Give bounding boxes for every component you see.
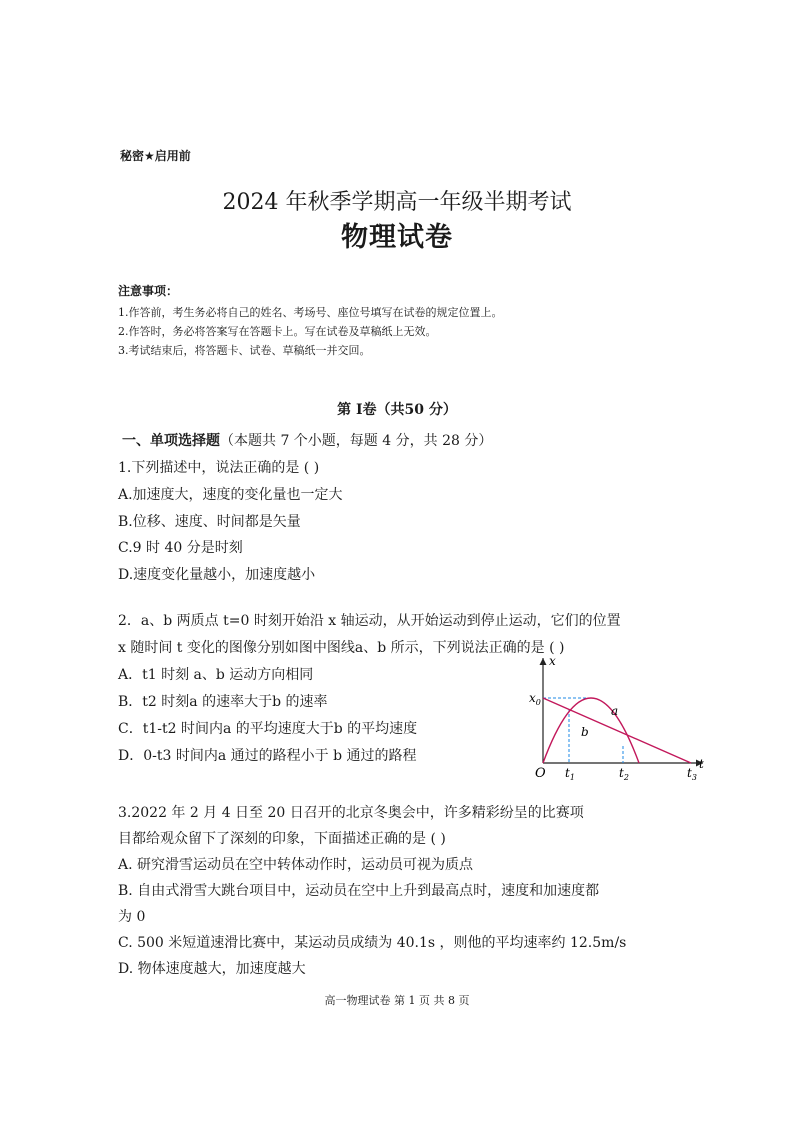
line-b-label: b — [581, 725, 589, 739]
q1-option-a: A.加速度大，速度的变化量也一定大 — [118, 487, 343, 503]
curve-a — [543, 698, 639, 763]
q2-stem-line2: x 随时间 t 变化的图像分别如图中图线a、b 所示，下列说法正确的是 ( ) — [118, 640, 565, 656]
q3-stem-line2: 目都给观众留下了深刻的印象，下面描述正确的是 ( ) — [118, 831, 446, 847]
q3-option-d: D. 物体速度越大，加速度越大 — [118, 961, 306, 977]
q2-option-d: D．0-t3 时间内a 通过的路程小于 b 通过的路程 — [118, 748, 417, 764]
xt-graph — [525, 652, 715, 784]
q2-option-a: A．t1 时刻 a、b 运动方向相同 — [118, 667, 314, 683]
q3-option-c: C. 500 米短道速滑比赛中，某运动员成绩为 40.1s ，则他的平均速率约 12.5m/s — [118, 935, 627, 951]
note-item: 3.考试结束后，将答题卡、试卷、草稿纸一并交回。 — [118, 344, 371, 357]
part-title: 一、单项选择题 — [122, 433, 220, 449]
curve-a-label: a — [611, 704, 619, 718]
secret-label: 秘密★启用前 — [120, 149, 191, 163]
q1-option-b: B.位移、速度、时间都是矢量 — [118, 514, 301, 530]
subject-title: 物理试卷 — [341, 222, 453, 253]
notes-heading: 注意事项： — [118, 284, 179, 298]
q2-option-c: C．t1-t2 时间内a 的平均速度大于b 的平均速度 — [118, 721, 418, 737]
q1-option-d: D.速度变化量越小，加速度越小 — [118, 567, 316, 583]
q3-option-b-cont: 为 0 — [118, 909, 146, 925]
part-desc: （本题共 7 个小题，每题 4 分，共 28 分） — [220, 433, 493, 449]
origin-label: O — [535, 766, 546, 781]
t3-label: $t_3$ — [687, 766, 697, 782]
q1-stem: 1.下列描述中，说法正确的是 ( ) — [118, 460, 320, 476]
t-axis-label: t — [699, 757, 704, 771]
q3-option-b: B. 自由式滑雪大跳台项目中，运动员在空中上升到最高点时，速度和加速度都 — [118, 883, 600, 899]
section-title: 第 Ⅰ卷（共50 分） — [337, 402, 457, 418]
q3-stem-line1: 3.2022 年 2 月 4 日至 20 日召开的北京冬奥会中，许多精彩纷呈的比赛项 — [118, 805, 584, 821]
q1-option-c: C.9 时 40 分是时刻 — [118, 540, 243, 556]
t2-label: $t_2$ — [619, 766, 629, 782]
page-footer: 高一物理试卷 第 1 页 共 8 页 — [324, 994, 470, 1007]
t1-label: $t_1$ — [565, 766, 575, 782]
q2-option-b: B．t2 时刻a 的速率大于b 的速率 — [118, 694, 328, 710]
q3-option-a: A. 研究滑雪运动员在空中转体动作时，运动员可视为质点 — [118, 857, 474, 873]
note-item: 2.作答时，务必将答案写在答题卡上。写在试卷及草稿纸上无效。 — [118, 325, 437, 338]
part-heading — [122, 430, 492, 450]
exam-title: 2024 年秋季学期高一年级半期考试 — [222, 190, 572, 215]
x-axis-label: x — [549, 654, 556, 668]
x0-label: $x_0$ — [529, 691, 541, 707]
note-item: 1.作答前，考生务必将自己的姓名、考场号、座位号填写在试卷的规定位置上。 — [118, 306, 503, 319]
q2-stem-line1: 2．a、b 两质点 t=0 时刻开始沿 x 轴运动，从开始运动到停止运动，它们的位置 — [118, 613, 621, 629]
